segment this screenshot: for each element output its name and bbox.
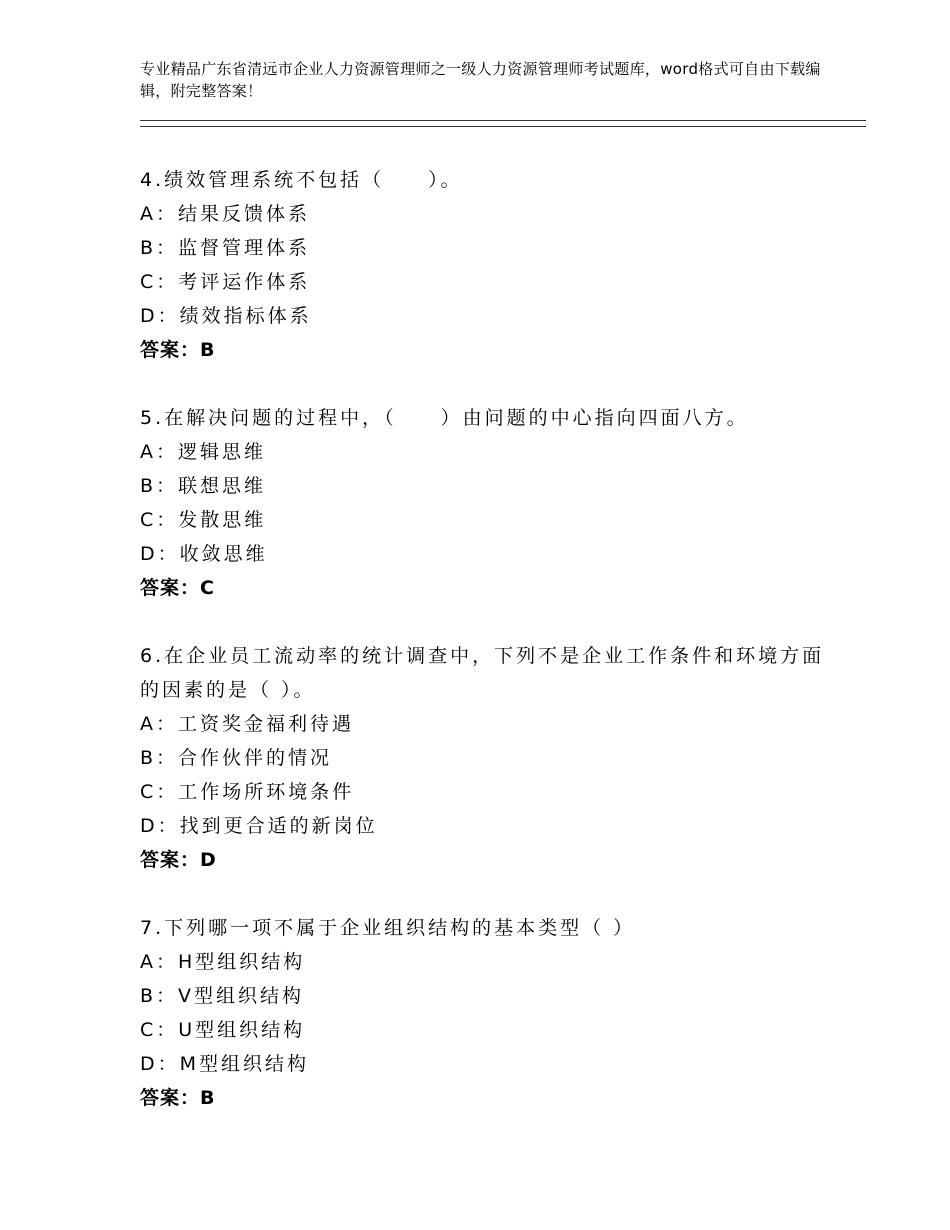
answer: 答案：D	[140, 849, 217, 871]
option-b: B：监督管理体系	[140, 237, 311, 259]
answer: 答案：B	[140, 339, 216, 361]
option-a: A：工资奖金福利待遇	[140, 713, 354, 735]
option-c: C：发散思维	[140, 509, 267, 531]
option-c: C：U型组织结构	[140, 1019, 306, 1041]
option-d: D：收敛思维	[140, 543, 268, 565]
header-divider	[140, 120, 866, 127]
question-6	[140, 639, 840, 877]
question-5	[140, 401, 840, 605]
document-header: 专业精品广东省清远市企业人力资源管理师之一级人力资源管理师考试题库，word格式可自由下载编辑，附完整答案！	[140, 60, 821, 100]
option-d: D：M型组织结构	[140, 1053, 310, 1075]
question-title: 5.在解决问题的过程中，（ ）由问题的中心指向四面八方。	[140, 407, 749, 429]
option-a: A：H型组织结构	[140, 951, 306, 973]
question-title: 7.下列哪一项不属于企业组织结构的基本类型（ ）	[140, 917, 636, 939]
answer: 答案：C	[140, 577, 215, 599]
question-list	[140, 163, 840, 1149]
option-a: A：逻辑思维	[140, 441, 266, 463]
question-4	[140, 163, 840, 367]
option-b: B：联想思维	[140, 475, 267, 497]
answer: 答案：B	[140, 1087, 216, 1109]
option-d: D：找到更合适的新岗位	[140, 815, 378, 837]
option-d: D：绩效指标体系	[140, 305, 312, 327]
question-title: 4.绩效管理系统不包括（ ）。	[140, 169, 463, 191]
option-c: C：工作场所环境条件	[140, 781, 355, 803]
question-7	[140, 911, 840, 1115]
option-b: B：V型组织结构	[140, 985, 305, 1007]
option-b: B：合作伙伴的情况	[140, 747, 333, 769]
option-c: C：考评运作体系	[140, 271, 311, 293]
option-a: A：结果反馈体系	[140, 203, 310, 225]
question-title: 6.在企业员工流动率的统计调查中，下列不是企业工作条件和环境方面的因素的是（ ）。	[140, 645, 825, 701]
